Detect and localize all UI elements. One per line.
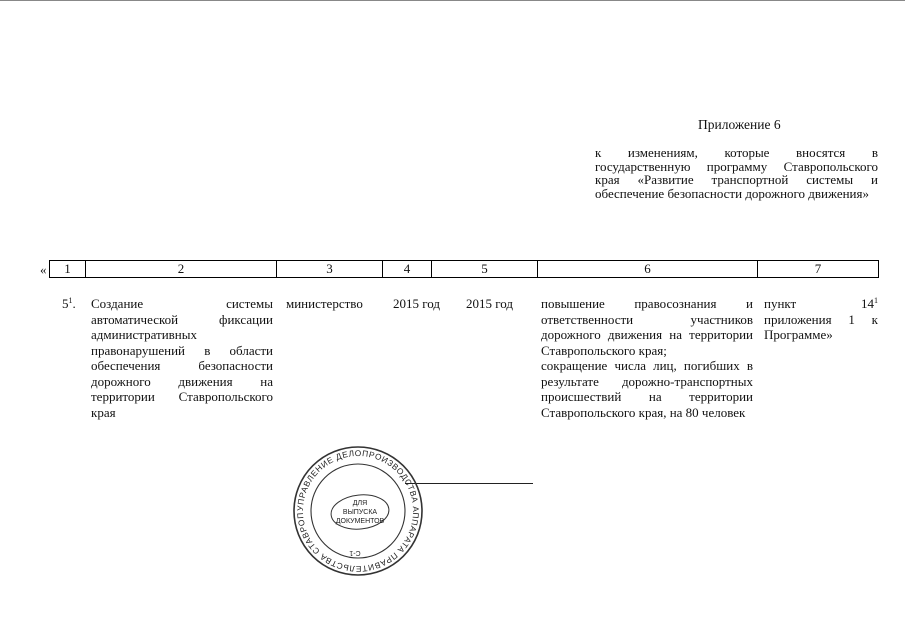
official-stamp [291,444,425,578]
header-col-1: 1 [50,261,86,277]
header-col-5: 5 [432,261,538,277]
cell-executor: министерство [286,296,363,311]
cell-relation [764,296,878,343]
stamp-center-line-1: ДЛЯ [352,500,368,507]
cell-end-year: 2015 год [466,296,513,311]
stamp-ring-text-content: УПРАВЛЕНИЕ ДЕЛОПРОИЗВОДСТВА АППАРАТА ПРАВИТЕЛЬСТВА СТАВРОП [294,447,422,575]
row-number [62,296,76,312]
appendix-subtitle: к изменениям, которые вносятся в государственную программу Ставропольского края «Развитие транспортной системы и обеспечение безопасности дорожного движения» [595,145,878,201]
header-col-3: 3 [277,261,383,277]
row-number-main: 5 [62,296,69,311]
relation-superscript: 1 [874,296,878,305]
header-col-4: 4 [383,261,432,277]
table-opening-quote: « [40,262,47,277]
relation-part-a: пункт 14 [764,296,874,311]
result-line-1: повышение правосознания и ответственности участников дорожного движения на территории Ставропольского края; [541,296,753,358]
stamp-code: С-1 [349,549,361,556]
result-line-2: сокращение числа лиц, погибших в результате дорожно-транспортных происшествий на территории Ставропольского края, на 80 человек [541,358,753,420]
cell-measure-name: Создание системы автоматической фиксации административных правонарушений в области обеспечения безопасности дорожного движения на территории Ставропольского края [91,296,273,420]
stamp-graphic [291,444,425,578]
cell-start-year: 2015 год [393,296,440,311]
header-col-6: 6 [538,261,758,277]
header-col-7: 7 [814,261,822,276]
appendix-title: Приложение 6 [698,117,781,132]
cell-expected-result [541,296,753,420]
table-header-row [49,260,879,278]
row-number-suffix: . [72,296,76,311]
stamp-center-line-3: ДОКУМЕНТОВ [335,518,385,525]
row-number-superscript: 1 [68,296,73,305]
header-col-2: 2 [86,261,277,277]
relation-part-b: приложения 1 к Программе» [764,311,878,342]
stamp-center-line-2: ВЫПУСКА [342,509,378,516]
top-border-line [0,0,905,1]
